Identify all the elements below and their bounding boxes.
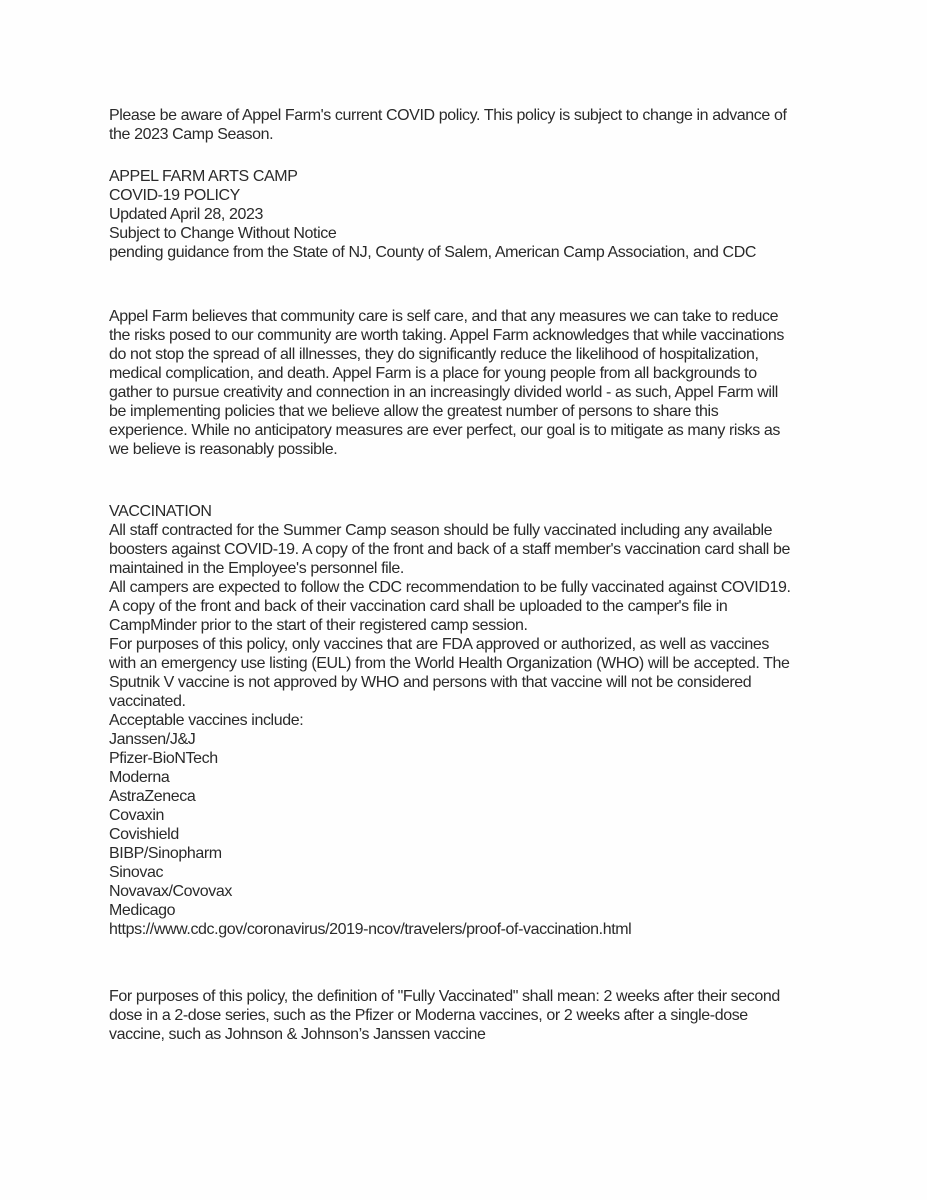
cdc-proof-of-vaccination-url: https://www.cdc.gov/coronavirus/2019-ncov/travelers/proof-of-vaccination.html bbox=[109, 921, 632, 938]
text-line: we believe is reasonably possible. bbox=[109, 441, 338, 458]
vaccine-list-item: Novavax/Covovax bbox=[109, 883, 232, 900]
text-line: A copy of the front and back of their vaccination card shall be uploaded to the camper's file in bbox=[109, 598, 728, 615]
text-line: All campers are expected to follow the CDC recommendation to be fully vaccinated against COVID19. bbox=[109, 579, 791, 596]
text-line: experience. While no anticipatory measures are ever perfect, our goal is to mitigate as many risks as bbox=[109, 422, 781, 439]
text-line: vaccinated. bbox=[109, 693, 186, 710]
vaccine-list-item: Covishield bbox=[109, 826, 179, 843]
text-line: Acceptable vaccines include: bbox=[109, 712, 304, 729]
text-line: dose in a 2-dose series, such as the Pfizer or Moderna vaccines, or 2 weeks after a single-dose bbox=[109, 1007, 748, 1024]
text-line: All staff contracted for the Summer Camp season should be fully vaccinated including any available bbox=[109, 522, 773, 539]
vaccine-list-item: Janssen/J&J bbox=[109, 731, 196, 748]
vaccination-body bbox=[109, 521, 869, 730]
text-line: Appel Farm believes that community care is self care, and that any measures we can take to reduce bbox=[109, 308, 779, 325]
text-line: the 2023 Camp Season. bbox=[109, 126, 274, 143]
policy-title-line: pending guidance from the State of NJ, County of Salem, American Camp Association, and CDC bbox=[109, 244, 757, 261]
text-line: Please be aware of Appel Farm's current COVID policy. This policy is subject to change in advance of bbox=[109, 107, 787, 124]
text-line: For purposes of this policy, only vaccines that are FDA approved or authorized, as well as vaccines bbox=[109, 636, 770, 653]
vaccine-list-item: BIBP/Sinopharm bbox=[109, 845, 222, 862]
policy-title-block bbox=[109, 167, 869, 262]
policy-title-line: Updated April 28, 2023 bbox=[109, 206, 263, 223]
vaccination-section bbox=[109, 502, 869, 939]
text-line: For purposes of this policy, the definition of "Fully Vaccinated" shall mean: 2 weeks after their second bbox=[109, 988, 780, 1005]
text-line: CampMinder prior to the start of their registered camp session. bbox=[109, 617, 528, 634]
text-line: gather to pursue creativity and connection in an increasingly divided world - as such, Appel Farm will bbox=[109, 384, 778, 401]
vaccine-list-item: Covaxin bbox=[109, 807, 165, 824]
philosophy-paragraph bbox=[109, 307, 869, 459]
intro-paragraph bbox=[109, 106, 869, 144]
text-line: vaccine, such as Johnson & Johnson’s Janssen vaccine bbox=[109, 1026, 486, 1043]
text-line: the risks posed to our community are worth taking. Appel Farm acknowledges that while vaccinations bbox=[109, 327, 784, 344]
text-line: Sputnik V vaccine is not approved by WHO and persons with that vaccine will not be considered bbox=[109, 674, 752, 691]
vaccine-list-item: Pfizer-BioNTech bbox=[109, 750, 218, 767]
text-line: medical complication, and death. Appel Farm is a place for young people from all backgrounds to bbox=[109, 365, 757, 382]
vaccine-list-item: Moderna bbox=[109, 769, 170, 786]
vaccination-heading: VACCINATION bbox=[109, 503, 212, 520]
text-line: maintained in the Employee's personnel file. bbox=[109, 560, 404, 577]
vaccine-list-item: Sinovac bbox=[109, 864, 164, 881]
policy-title-line: COVID-19 POLICY bbox=[109, 187, 240, 204]
text-line: with an emergency use listing (EUL) from the World Health Organization (WHO) will be accepted. The bbox=[109, 655, 790, 672]
text-line: boosters against COVID-19. A copy of the front and back of a staff member's vaccination card shall be bbox=[109, 541, 790, 558]
vaccine-list-item: AstraZeneca bbox=[109, 788, 196, 805]
fully-vaccinated-definition-paragraph bbox=[109, 987, 869, 1044]
vaccine-list-item: Medicago bbox=[109, 902, 176, 919]
text-line: be implementing policies that we believe allow the greatest number of persons to share this bbox=[109, 403, 719, 420]
policy-title-line: Subject to Change Without Notice bbox=[109, 225, 337, 242]
vaccine-list bbox=[109, 730, 869, 920]
policy-title-line: APPEL FARM ARTS CAMP bbox=[109, 168, 298, 185]
text-line: do not stop the spread of all illnesses, they do significantly reduce the likelihood of hospitalization, bbox=[109, 346, 759, 363]
